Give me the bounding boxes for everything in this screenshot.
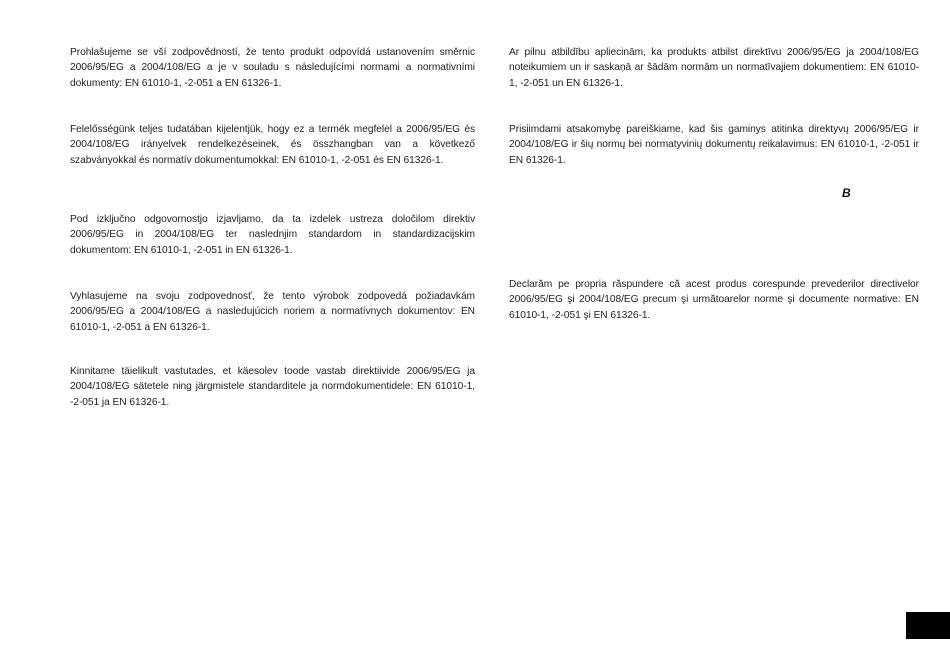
page-tab-marker bbox=[906, 612, 950, 639]
declaration-estonian: Kinnitame täielikult vastutades, et käesolev toode vastab direktiivide 2006/95/EG ja 2004/108/EG sätetele ning järgmistele standarditele ja normdokumentidele: EN 61010-1, -2-051 ja EN 61326-1. bbox=[70, 366, 475, 408]
declaration-slovenian: Pod izključno odgovornostjo izjavljamo, da ta izdelek ustreza določilom direktiv 2006/95/EG in 2004/108/EG ter naslednjim standardom in standardizacijskim dokumentom: EN 61010-1, -2-051 in EN 61326-1. bbox=[70, 214, 475, 256]
declaration-slovak: Vyhlasujeme na svoju zodpovednosť, že tento výrobok zodpovedá požiadavkám 2006/95/EG a 2004/108/EG a nasledujúcich noriem a normatívnych dokumentov: EN 61010-1, -2-051 a EN 61326-1. bbox=[70, 291, 475, 333]
declaration-czech: Prohlašujeme se vší zodpovědností, že tento produkt odpovídá ustanovením směrnic 2006/95/EG a 2004/108/EG a je v souladu s následujícími normami a normativními dokumenty: EN 61010-1, -2-051 a EN 61326-1. bbox=[70, 47, 475, 89]
declaration-lithuanian: Prisiimdami atsakomybę pareiškiame, kad šis gaminys atitinka direktyvų 2006/95/EG ir 2004/108/EG ir šių normų bei normatyvinių dokumentų reikalavimus: EN 61010-1, -2-051 ir EN 61326-1. bbox=[509, 124, 919, 166]
declaration-romanian: Declarăm pe propria răspundere că acest produs corespunde prevederilor directivelor 2006/95/EG şi 2004/108/EG precum şi următoarelor norme şi documente normative: EN 61010-1, -2-051 şi EN 61326-1. bbox=[509, 279, 919, 321]
section-marker: B bbox=[842, 186, 851, 200]
declaration-hungarian: Felelősségünk teljes tudatában kijelentjük, hogy ez a termék megfelel a 2006/95/EG és 2004/108/EG irányelvek rendelkezéseinek, és összhangban van a következő szabványokkal és normatív dokumentumokkal: EN 61010-1, -2-051 és EN 61326-1. bbox=[70, 124, 475, 166]
declaration-latvian: Ar pilnu atbildību apliecinām, ka produkts atbilst direktīvu 2006/95/EG ja 2004/108/EG noteikumiem un ir saskaņā ar šādām normām un normatīvajiem dokumentiem: EN 61010-1, -2-051 un EN 61326-1. bbox=[509, 47, 919, 89]
